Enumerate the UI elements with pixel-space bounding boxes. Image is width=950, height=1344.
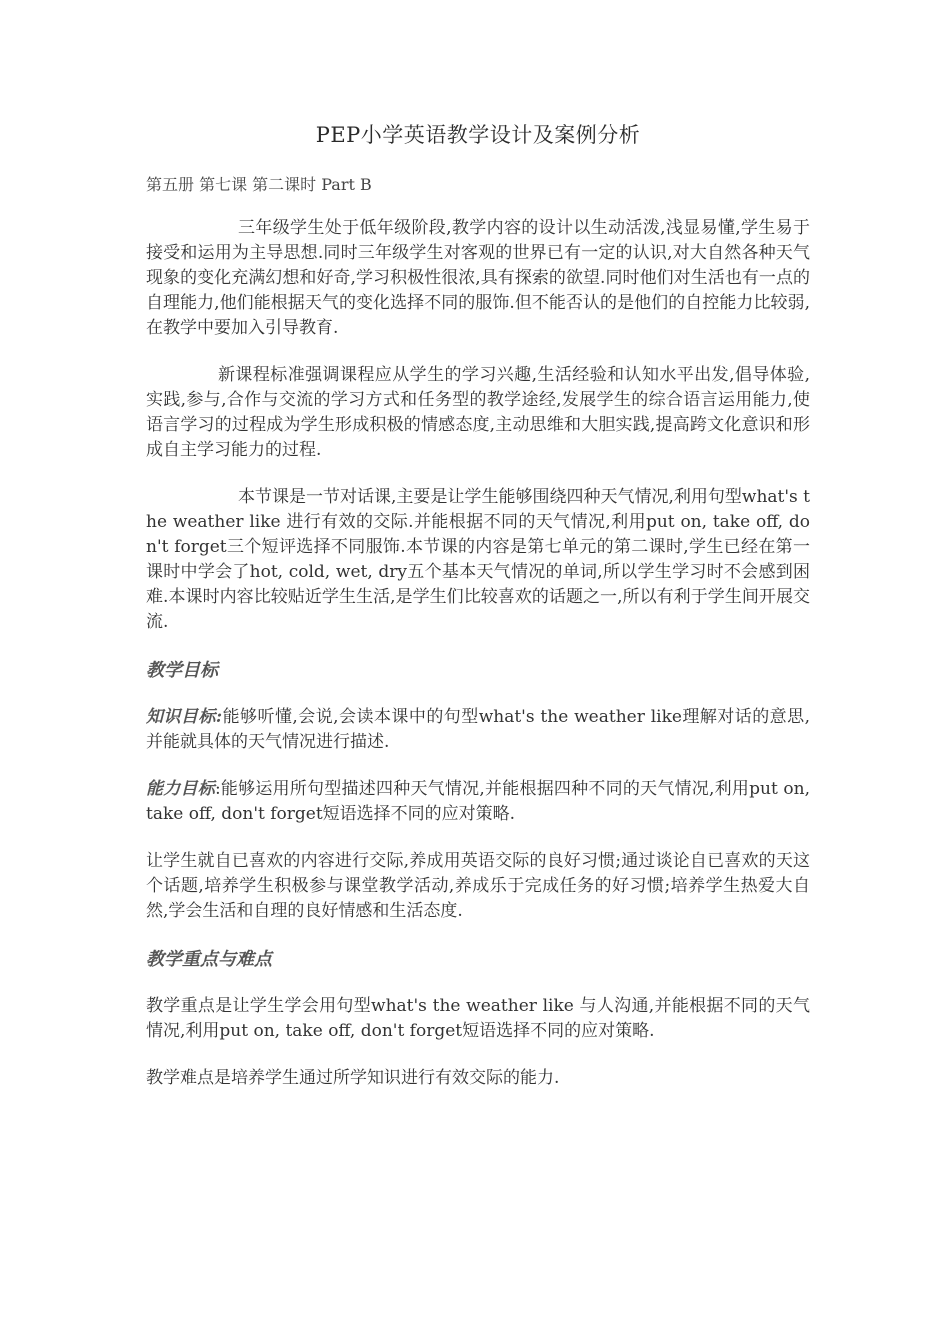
heading-key-difficult-points: 教学重点与难点 — [146, 949, 272, 970]
curriculum-paragraph: 新课程标准强调课程应从学生的学习兴趣,生活经验和认知水平出发,倡导体验,实践,参与,合作与交流的学习方式和任务型的教学途经,发展学生的综合语言运用能力,使语言学习的过程成为学生形成积极的情感态度,主动思维和大胆实践,提高跨文化意识和形成自主学习能力的过程. — [146, 365, 810, 460]
document-page — [146, 120, 810, 1113]
knowledge-goal-label: 知识目标: — [146, 707, 223, 727]
key-point-paragraph: 教学重点是让学生学会用句型what's the weather like 与人沟通,并能根据不同的天气情况,利用put on, take off, don't forget短语选择不同的应对策略. — [146, 996, 810, 1041]
ability-goal-text: :能够运用所句型描述四种天气情况,并能根据四种不同的天气情况,利用put on, take off, don't forget短语选择不同的应对策略. — [146, 779, 810, 824]
student-analysis-paragraph: 三年级学生处于低年级阶段,教学内容的设计以生动活泼,浅显易懂,学生易于接受和运用为主导思想.同时三年级学生对客观的世界已有一定的认识,对大自然各种天气现象的变化充满幻想和好奇,学习积极性很浓,具有探索的欲望.同时他们对生活也有一点的自理能力,他们能根据天气的变化选择不同的服饰.但不能否认的是他们的自控能力比较弱,在教学中要加入引导教育. — [146, 218, 810, 338]
difficult-point-paragraph: 教学难点是培养学生通过所学知识进行有效交际的能力. — [146, 1068, 560, 1088]
ability-goal-paragraph — [146, 777, 810, 827]
lesson-subtitle: 第五册 第七课 第二课时 Part B — [146, 175, 372, 194]
document-title: PEP小学英语教学设计及案例分析 — [315, 123, 641, 147]
emotion-goal-paragraph: 让学生就自已喜欢的内容进行交际,养成用英语交际的良好习惯;通过谈论自已喜欢的天这个话题,培养学生积极参与课堂教学活动,养成乐于完成任务的好习惯;培养学生热爱大自然,学会生活和自理的良好情感和生活态度. — [146, 851, 810, 921]
lesson-content-paragraph: 本节课是一节对话课,主要是让学生能够围绕四种天气情况,利用句型what's the weather like 进行有效的交际.并能根据不同的天气情况,利用put on, take off, don't forget三个短评选择不同服饰.本节课的内容是第七单元的第二课时,学生已经在第一课时中学会了hot, cold, wet, dry五个基本天气情况的单词,所以学生学习时不会感到困难.本课时内容比较贴近学生生活,是学生们比较喜欢的话题之一,所以有利于学生间开展交流. — [146, 487, 810, 632]
heading-teaching-goals: 教学目标 — [146, 660, 218, 681]
knowledge-goal-paragraph — [146, 705, 810, 755]
ability-goal-label: 能力目标 — [146, 779, 215, 799]
knowledge-goal-text: 能够听懂,会说,会读本课中的句型what's the weather like理解对话的意思,并能就具体的天气情况进行描述. — [146, 707, 810, 752]
